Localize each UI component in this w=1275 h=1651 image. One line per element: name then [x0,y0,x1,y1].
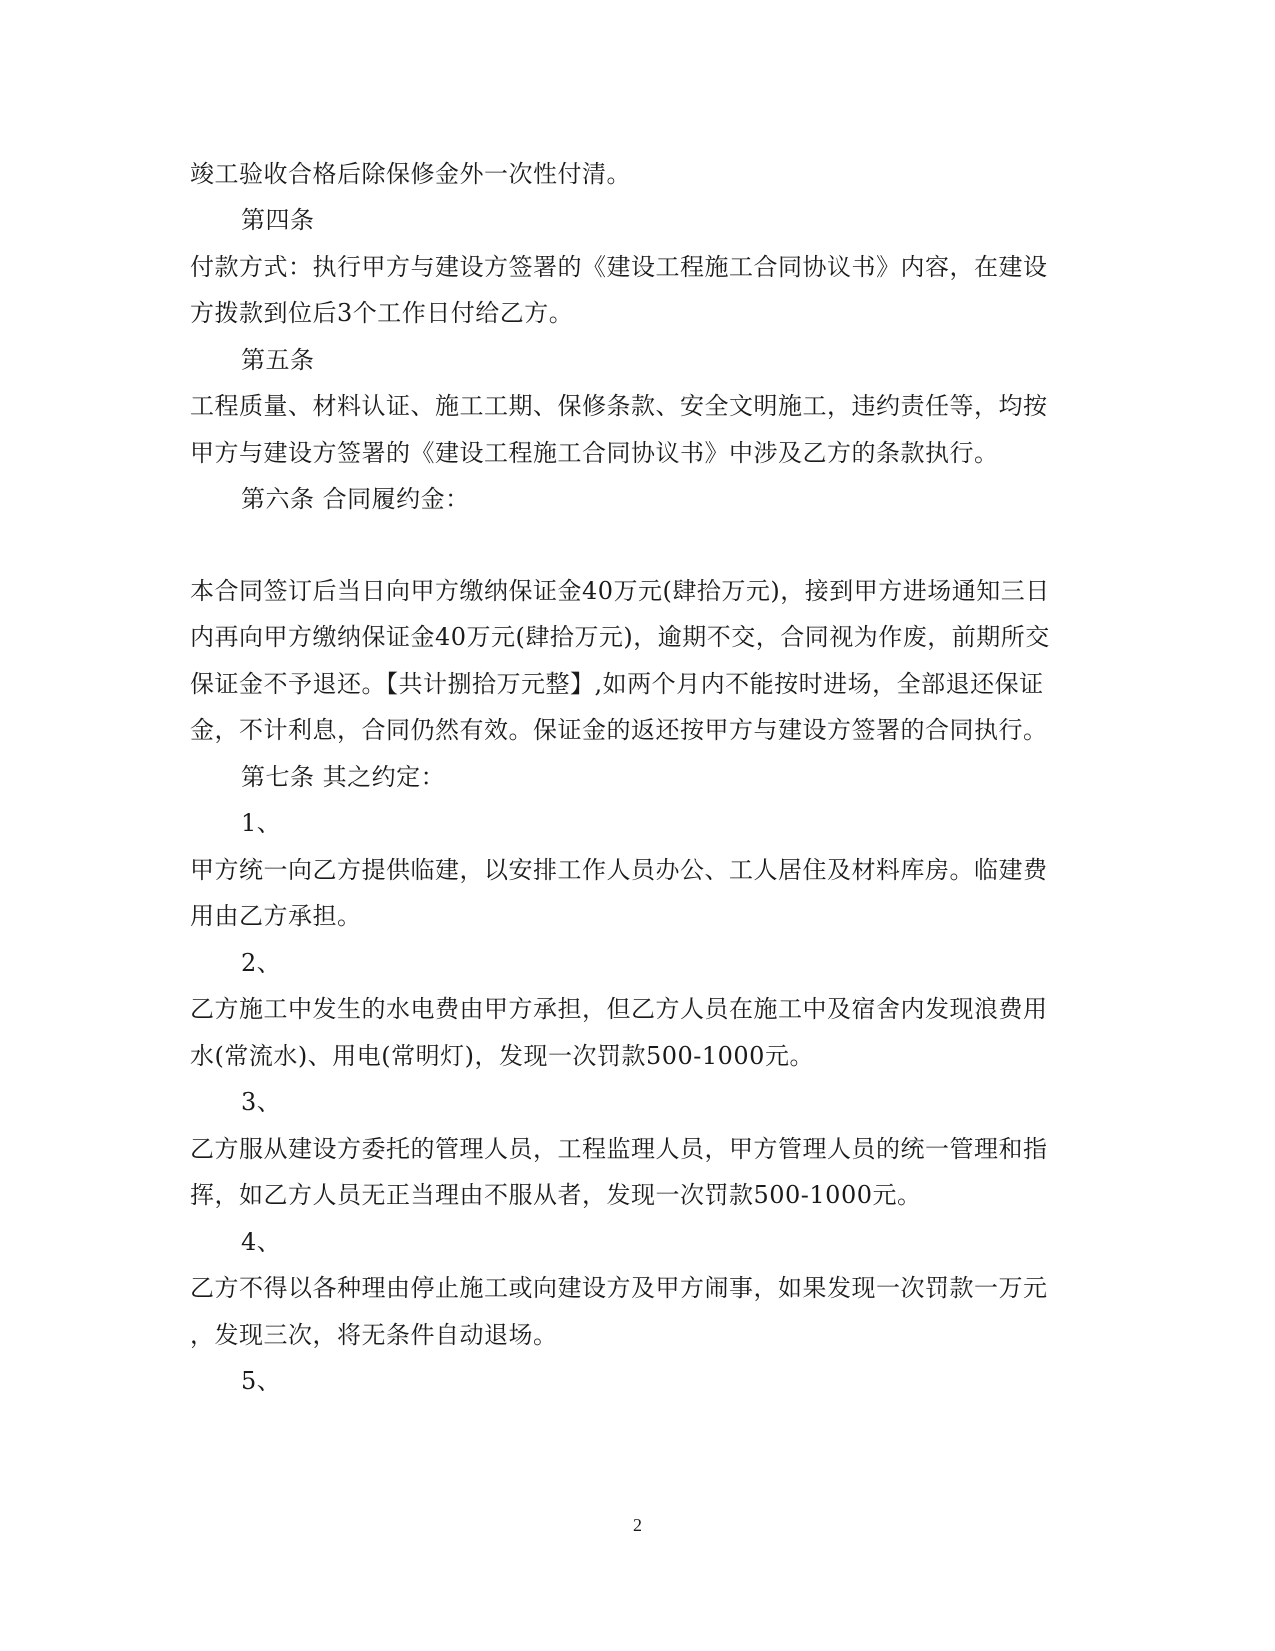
text-line: 乙方施工中发生的水电费由甲方承担，但乙方人员在施工中及宿舍内发现浪费用 [190,995,1048,1023]
text-line: 挥，如乙方人员无正当理由不服从者，发现一次罚款500-1000元。 [190,1181,922,1209]
text-line: 用由乙方承担。 [190,902,362,930]
article-heading: 第五条 [241,346,315,374]
article-heading: 第四条 [241,206,315,234]
text-line: 工程质量、材料认证、施工工期、保修条款、安全文明施工，违约责任等，均按 [190,392,1048,420]
text-line: 保证金不予退还。【共计捌拾万元整】,如两个月内不能按时进场，全部退还保证 [190,670,1044,698]
text-line: 金，不计利息，合同仍然有效。保证金的返还按甲方与建设方签署的合同执行。 [190,716,1048,744]
text-line: 本合同签订后当日向甲方缴纳保证金40万元(肆拾万元)，接到甲方进场通知三日 [190,577,1050,605]
text-line: 乙方不得以各种理由停止施工或向建设方及甲方闹事，如果发现一次罚款一万元 [190,1274,1048,1302]
text-line: 乙方服从建设方委托的管理人员，工程监理人员，甲方管理人员的统一管理和指 [190,1135,1048,1163]
text-line: 甲方与建设方签署的《建设工程施工合同协议书》中涉及乙方的条款执行。 [190,439,999,467]
text-line: 甲方统一向乙方提供临建，以安排工作人员办公、工人居住及材料库房。临建费 [190,856,1048,884]
text-line: 付款方式：执行甲方与建设方签署的《建设工程施工合同协议书》内容，在建设 [190,253,1048,281]
clause-number: 3、 [241,1088,282,1116]
clause-number: 2、 [241,949,282,977]
clause-number: 5、 [241,1367,282,1395]
text-line: 方拨款到位后3个工作日付给乙方。 [190,299,574,327]
article-heading: 第七条 其之约定： [241,763,446,791]
article-heading: 第六条 合同履约金： [241,485,470,513]
clause-number: 4、 [241,1228,282,1256]
text-line: ，发现三次，将无条件自动退场。 [190,1321,558,1349]
text-line: 内再向甲方缴纳保证金40万元(肆拾万元)，逾期不交，合同视为作废，前期所交 [190,623,1050,651]
text-line: 水(常流水)、用电(常明灯)，发现一次罚款500-1000元。 [190,1042,814,1070]
page-number: 2 [633,1515,642,1535]
text-line: 竣工验收合格后除保修金外一次性付清。 [190,160,631,188]
clause-number: 1、 [241,809,282,837]
